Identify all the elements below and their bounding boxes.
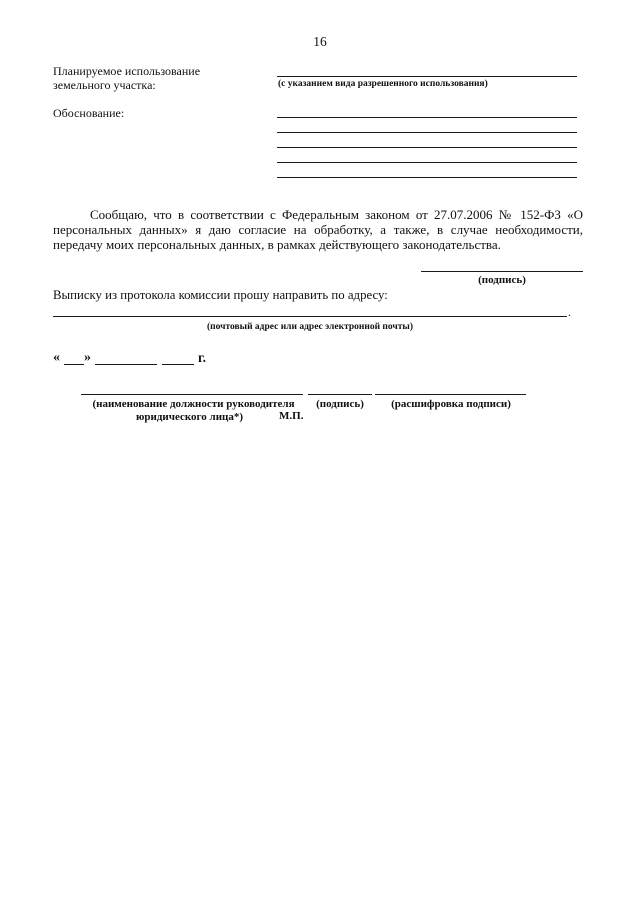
consent-paragraph: Сообщаю, что в соответствии с Федеральным законом от 27.07.2006 № 152-ФЗ «О персональных данных» я даю согласие на обработку, а также, в случае необходимости, передачу моих персональных данных, в рамках действующего законодательства.: [53, 207, 583, 253]
date-open-quote: «: [53, 350, 60, 365]
justification-field-line[interactable]: [277, 177, 577, 178]
head-position-caption-line1: (наименование должности руководителя: [92, 398, 295, 410]
land-use-label: [53, 64, 253, 92]
head-decoding-field-line[interactable]: [375, 394, 526, 395]
date-close-quote: »: [84, 350, 91, 365]
land-use-hint: (с указанием вида разрешенного использования): [278, 79, 488, 89]
land-use-label-line1: Планируемое использование: [53, 64, 201, 78]
justification-field-line[interactable]: [277, 162, 577, 163]
consent-signature-line[interactable]: [421, 271, 583, 272]
extract-request-text: Выписку из протокола комиссии прошу направить по адресу:: [53, 288, 388, 302]
justification-field-line[interactable]: [277, 117, 577, 118]
date-day-field[interactable]: [64, 364, 84, 365]
date-year-suffix: г.: [198, 350, 206, 365]
head-position-field-line[interactable]: [81, 394, 303, 395]
consent-signature-caption: (подпись): [478, 274, 526, 286]
head-position-caption-line2: юридического лица*): [136, 411, 244, 423]
land-use-label-line2: земельного участка:: [53, 78, 156, 92]
address-field-line[interactable]: [53, 316, 567, 317]
justification-field-line[interactable]: [277, 132, 577, 133]
date-year-field[interactable]: [162, 364, 194, 365]
land-use-field-line[interactable]: [277, 76, 577, 77]
date-month-field[interactable]: [95, 364, 157, 365]
page-number: 16: [313, 34, 327, 49]
head-decoding-caption: (расшифровка подписи): [391, 398, 511, 410]
head-position-caption: [81, 398, 306, 424]
seal-label: М.П.: [279, 410, 304, 422]
head-signature-caption: (подпись): [316, 398, 364, 410]
justification-field-line[interactable]: [277, 147, 577, 148]
justification-label: Обоснование:: [53, 106, 125, 120]
address-caption: (почтовый адрес или адрес электронной почты): [206, 322, 414, 332]
head-signature-field-line[interactable]: [308, 394, 372, 395]
address-trailing-dot: .: [568, 305, 571, 319]
